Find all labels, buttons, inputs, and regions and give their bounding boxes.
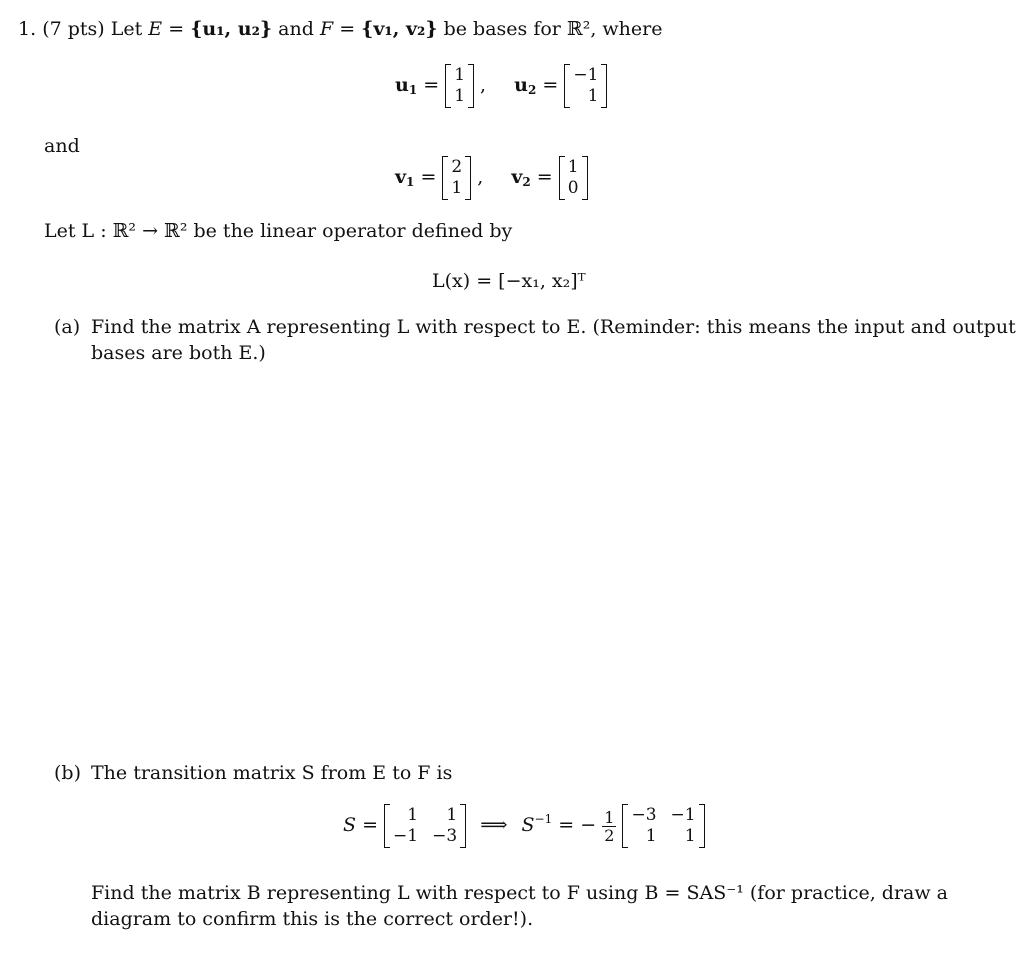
v1-vector: 2 1	[442, 156, 471, 200]
v1-equation: $v_1$ = 2 1 ,	[395, 157, 484, 198]
S-inverse-label: S	[521, 814, 535, 836]
intro-and: and	[278, 18, 314, 40]
half-fraction: $\frac{1}{2}$	[604, 807, 615, 845]
u2-vector: −1 1	[564, 64, 607, 108]
part-a-line1: Find the matrix A representing L with respect to E. (Reminder: this means the input and output	[91, 316, 1016, 338]
intro-rest: be bases for ℝ², where	[443, 18, 663, 40]
part-b-intro: The transition matrix S from E to F is	[91, 762, 453, 784]
intro-eq-2: =	[339, 18, 356, 40]
implies-arrow: ⟹	[480, 814, 508, 836]
operator-definition: Let L : ℝ² → ℝ² be the linear operator defined by	[44, 220, 513, 242]
problem-points: (7 pts)	[42, 18, 105, 40]
u1-equation: $u_1$ = 1 1 ,	[395, 65, 487, 106]
and-word: and	[44, 135, 80, 157]
intro-eq: =	[168, 18, 185, 40]
S-matrix: 1 −1 1 −3	[384, 804, 466, 848]
transition-matrix-equation: S = 1 −1 1 −3 ⟹ $S^{-1}$ = − $\frac{1}{2}$ −3 1 −1 1	[343, 804, 705, 848]
problem-statement	[18, 18, 662, 40]
problem-number: 1.	[18, 18, 37, 40]
part-b-line1: Find the matrix B representing L with respect to F using B = SAS⁻¹ (for practice, draw a	[91, 882, 948, 904]
intro-F: F	[319, 18, 334, 40]
part-b-line2: diagram to confirm this is the correct order!).	[91, 908, 534, 930]
intro-let: Let	[110, 18, 143, 40]
S-inverse-matrix: −3 1 −1 1	[622, 804, 704, 848]
part-a-label: (a)	[54, 316, 81, 338]
operator-formula: L(x) = [−x₁, x₂]ᵀ	[432, 270, 586, 292]
u-vectors	[395, 64, 607, 108]
S-label: S	[343, 814, 357, 836]
v2-vector: 1 0	[559, 156, 588, 200]
part-b-label: (b)	[54, 762, 81, 784]
v-vectors	[395, 156, 588, 200]
intro-F-set: {v₁, v₂}	[361, 18, 438, 40]
intro-E-set: {u₁, u₂}	[190, 18, 273, 40]
part-a-line2: bases are both E.)	[91, 342, 266, 364]
u1-vector: 1 1	[445, 64, 474, 108]
u2-equation: $u_2$ = −1 1	[514, 74, 607, 96]
v2-equation: $v_2$ = 1 0	[511, 166, 587, 188]
intro-E: E	[148, 18, 163, 40]
